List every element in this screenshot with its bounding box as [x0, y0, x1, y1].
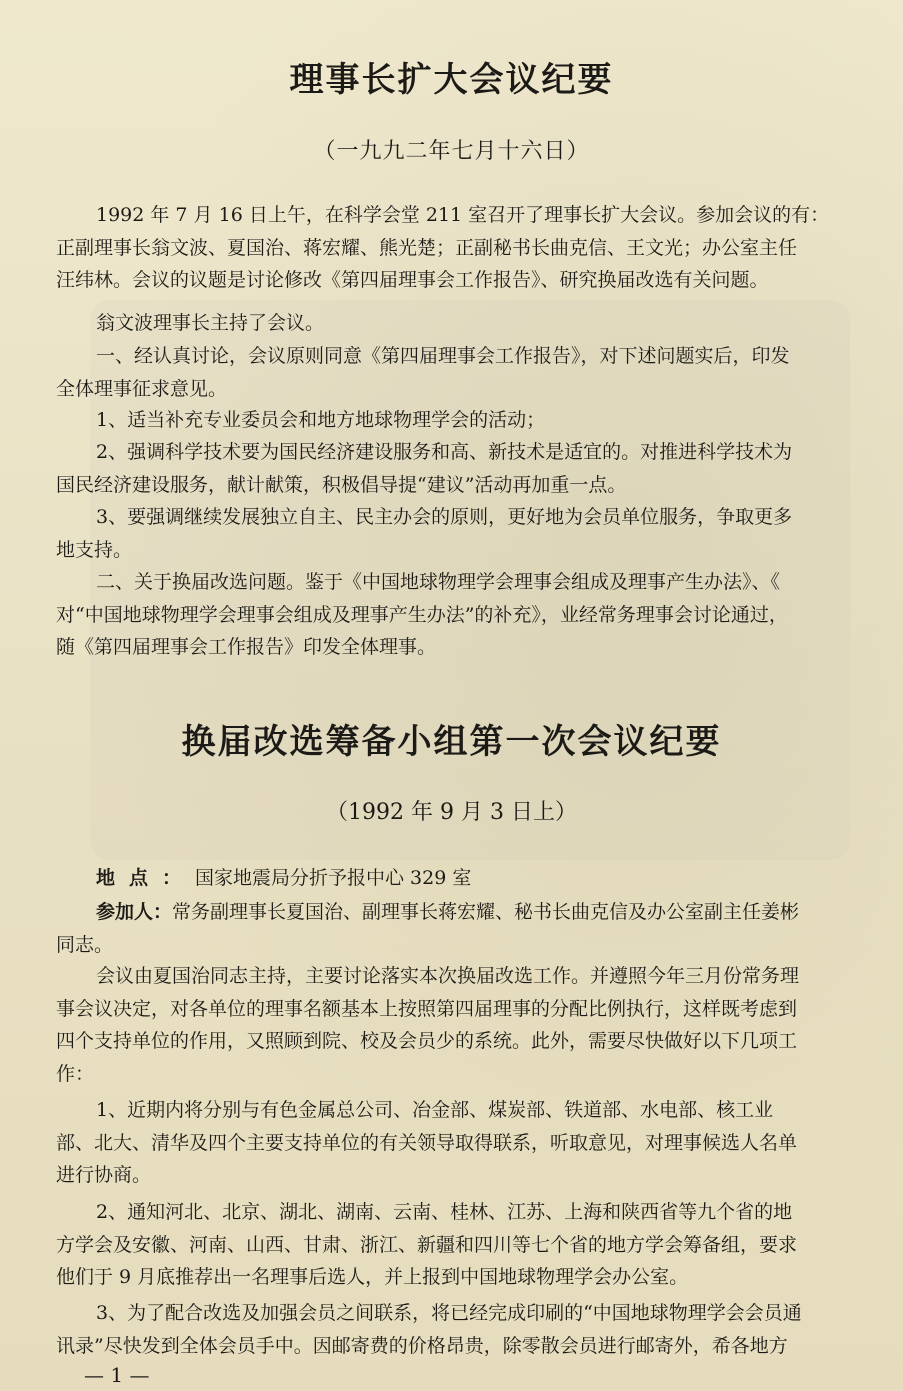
text-line: 3、要强调继续发展独立自主、民主办会的原则，更好地为会员单位服务，争取更多	[96, 506, 793, 528]
text-line: 同志。	[56, 933, 114, 956]
section2-task2-paragraph	[56, 1196, 902, 1294]
text-line: 1992 年 7 月 16 日上午，在科学会堂 211 室召开了理事长扩大会议。参加会议的有：	[96, 204, 830, 226]
page-number: — 1 —	[84, 1363, 150, 1387]
participants-value: 常务副理事长夏国治、副理事长蒋宏耀、秘书长曲克信及办公室副主任姜彬	[172, 901, 800, 923]
text-line: 四个支持单位的作用，又照顾到院、校及会员少的系统。此外，需要尽快做好以下几项工	[56, 1030, 798, 1052]
section2-date: （1992 年 9 月 3 日上）	[326, 800, 577, 825]
text-line: 二、关于换届改选问题。鉴于《中国地球物理学会理事会组成及理事产生办法》、《	[96, 571, 781, 593]
section1-chair-paragraph	[56, 307, 902, 340]
text-line: 会议由夏国治同志主持，主要讨论落实本次换届改选工作。并遵照今年三月份常务理	[96, 965, 800, 987]
location-value: 国家地震局分折予报中心 329 室	[195, 867, 472, 889]
section1-sub2-paragraph	[56, 436, 902, 501]
section2-meeting-paragraph	[56, 960, 902, 1090]
text-line: 正副理事长翁文波、夏国治、蒋宏耀、熊光楚；正副秘书长曲克信、王文光；办公室主任	[56, 236, 798, 259]
text-line: 国民经济建设服务，献计献策，积极倡导提“建议”活动再加重一点。	[56, 473, 627, 496]
section2-task3-paragraph	[56, 1297, 902, 1362]
section2-participants	[56, 896, 902, 961]
text-line: 讯录”尽快发到全体会员手中。因邮寄费的价格昂贵，除零散会员进行邮寄外，希各地方	[56, 1334, 788, 1357]
text-line: 方学会及安徽、河南、山西、甘肃、浙江、新疆和四川等七个省的地方学会筹备组，要求	[56, 1233, 798, 1256]
section1-title: 理事长扩大会议纪要	[289, 60, 614, 100]
section1-item1-paragraph	[56, 340, 902, 405]
section1-date: （一九九二年七月十六日）	[313, 139, 590, 164]
text-line: 一、经认真讨论，会议原则同意《第四届理事会工作报告》，对下述问题实后，印发	[96, 345, 790, 367]
text-line: 全体理事征求意见。	[56, 377, 228, 400]
section1-meeting-paragraph	[56, 199, 902, 297]
section2-title: 换届改选筹备小组第一次会议纪要	[181, 722, 722, 762]
section1-sub1-paragraph	[56, 404, 902, 437]
section1-item2-paragraph	[56, 566, 902, 664]
section2-location	[56, 862, 902, 895]
text-line: 2、通知河北、北京、湖北、湖南、云南、桂林、江苏、上海和陕西省等九个省的地	[96, 1201, 793, 1223]
participants-label: 参加人：	[96, 901, 173, 923]
section1-sub3-paragraph	[56, 501, 902, 566]
text-line: 3、为了配合改选及加强会员之间联系，将已经完成印刷的“中国地球物理学会会员通	[96, 1302, 802, 1324]
text-line: 随《第四届理事会工作报告》印发全体理事。	[56, 636, 437, 658]
text-line: 进行协商。	[56, 1164, 152, 1186]
text-line: 对“中国地球物理学会理事会组成及理事产生办法”的补充》，业经常务理事会讨论通过，	[56, 603, 788, 626]
text-line: 汪纬林。会议的议题是讨论修改《第四届理事会工作报告》、研究换届改选有关问题。	[56, 269, 769, 291]
text-line: 事会议决定，对各单位的理事名额基本上按照第四届理事的分配比例执行，这样既考虑到	[56, 997, 798, 1020]
text-line: 作：	[56, 1062, 95, 1085]
text-line: 他们于 9 月底推荐出一名理事后选人，并上报到中国地球物理学会办公室。	[56, 1266, 689, 1288]
text-line: 部、北大、清华及四个主要支持单位的有关领导取得联系，听取意见，对理事候选人名单	[56, 1131, 798, 1154]
text-line: 1、适当补充专业委员会和地方地球物理学会的活动；	[96, 409, 546, 431]
section2-task1-paragraph	[56, 1094, 902, 1192]
text-line: 翁文波理事长主持了会议。	[96, 312, 325, 334]
text-line: 1、近期内将分别与有色金属总公司、冶金部、煤炭部、铁道部、水电部、核工业	[96, 1099, 774, 1121]
location-label: 地点：	[96, 867, 196, 889]
text-line: 2、强调科学技术要为国民经济建设服务和高、新技术是适宜的。对推进科学技术为	[96, 441, 793, 463]
text-line: 地支持。	[56, 538, 133, 561]
